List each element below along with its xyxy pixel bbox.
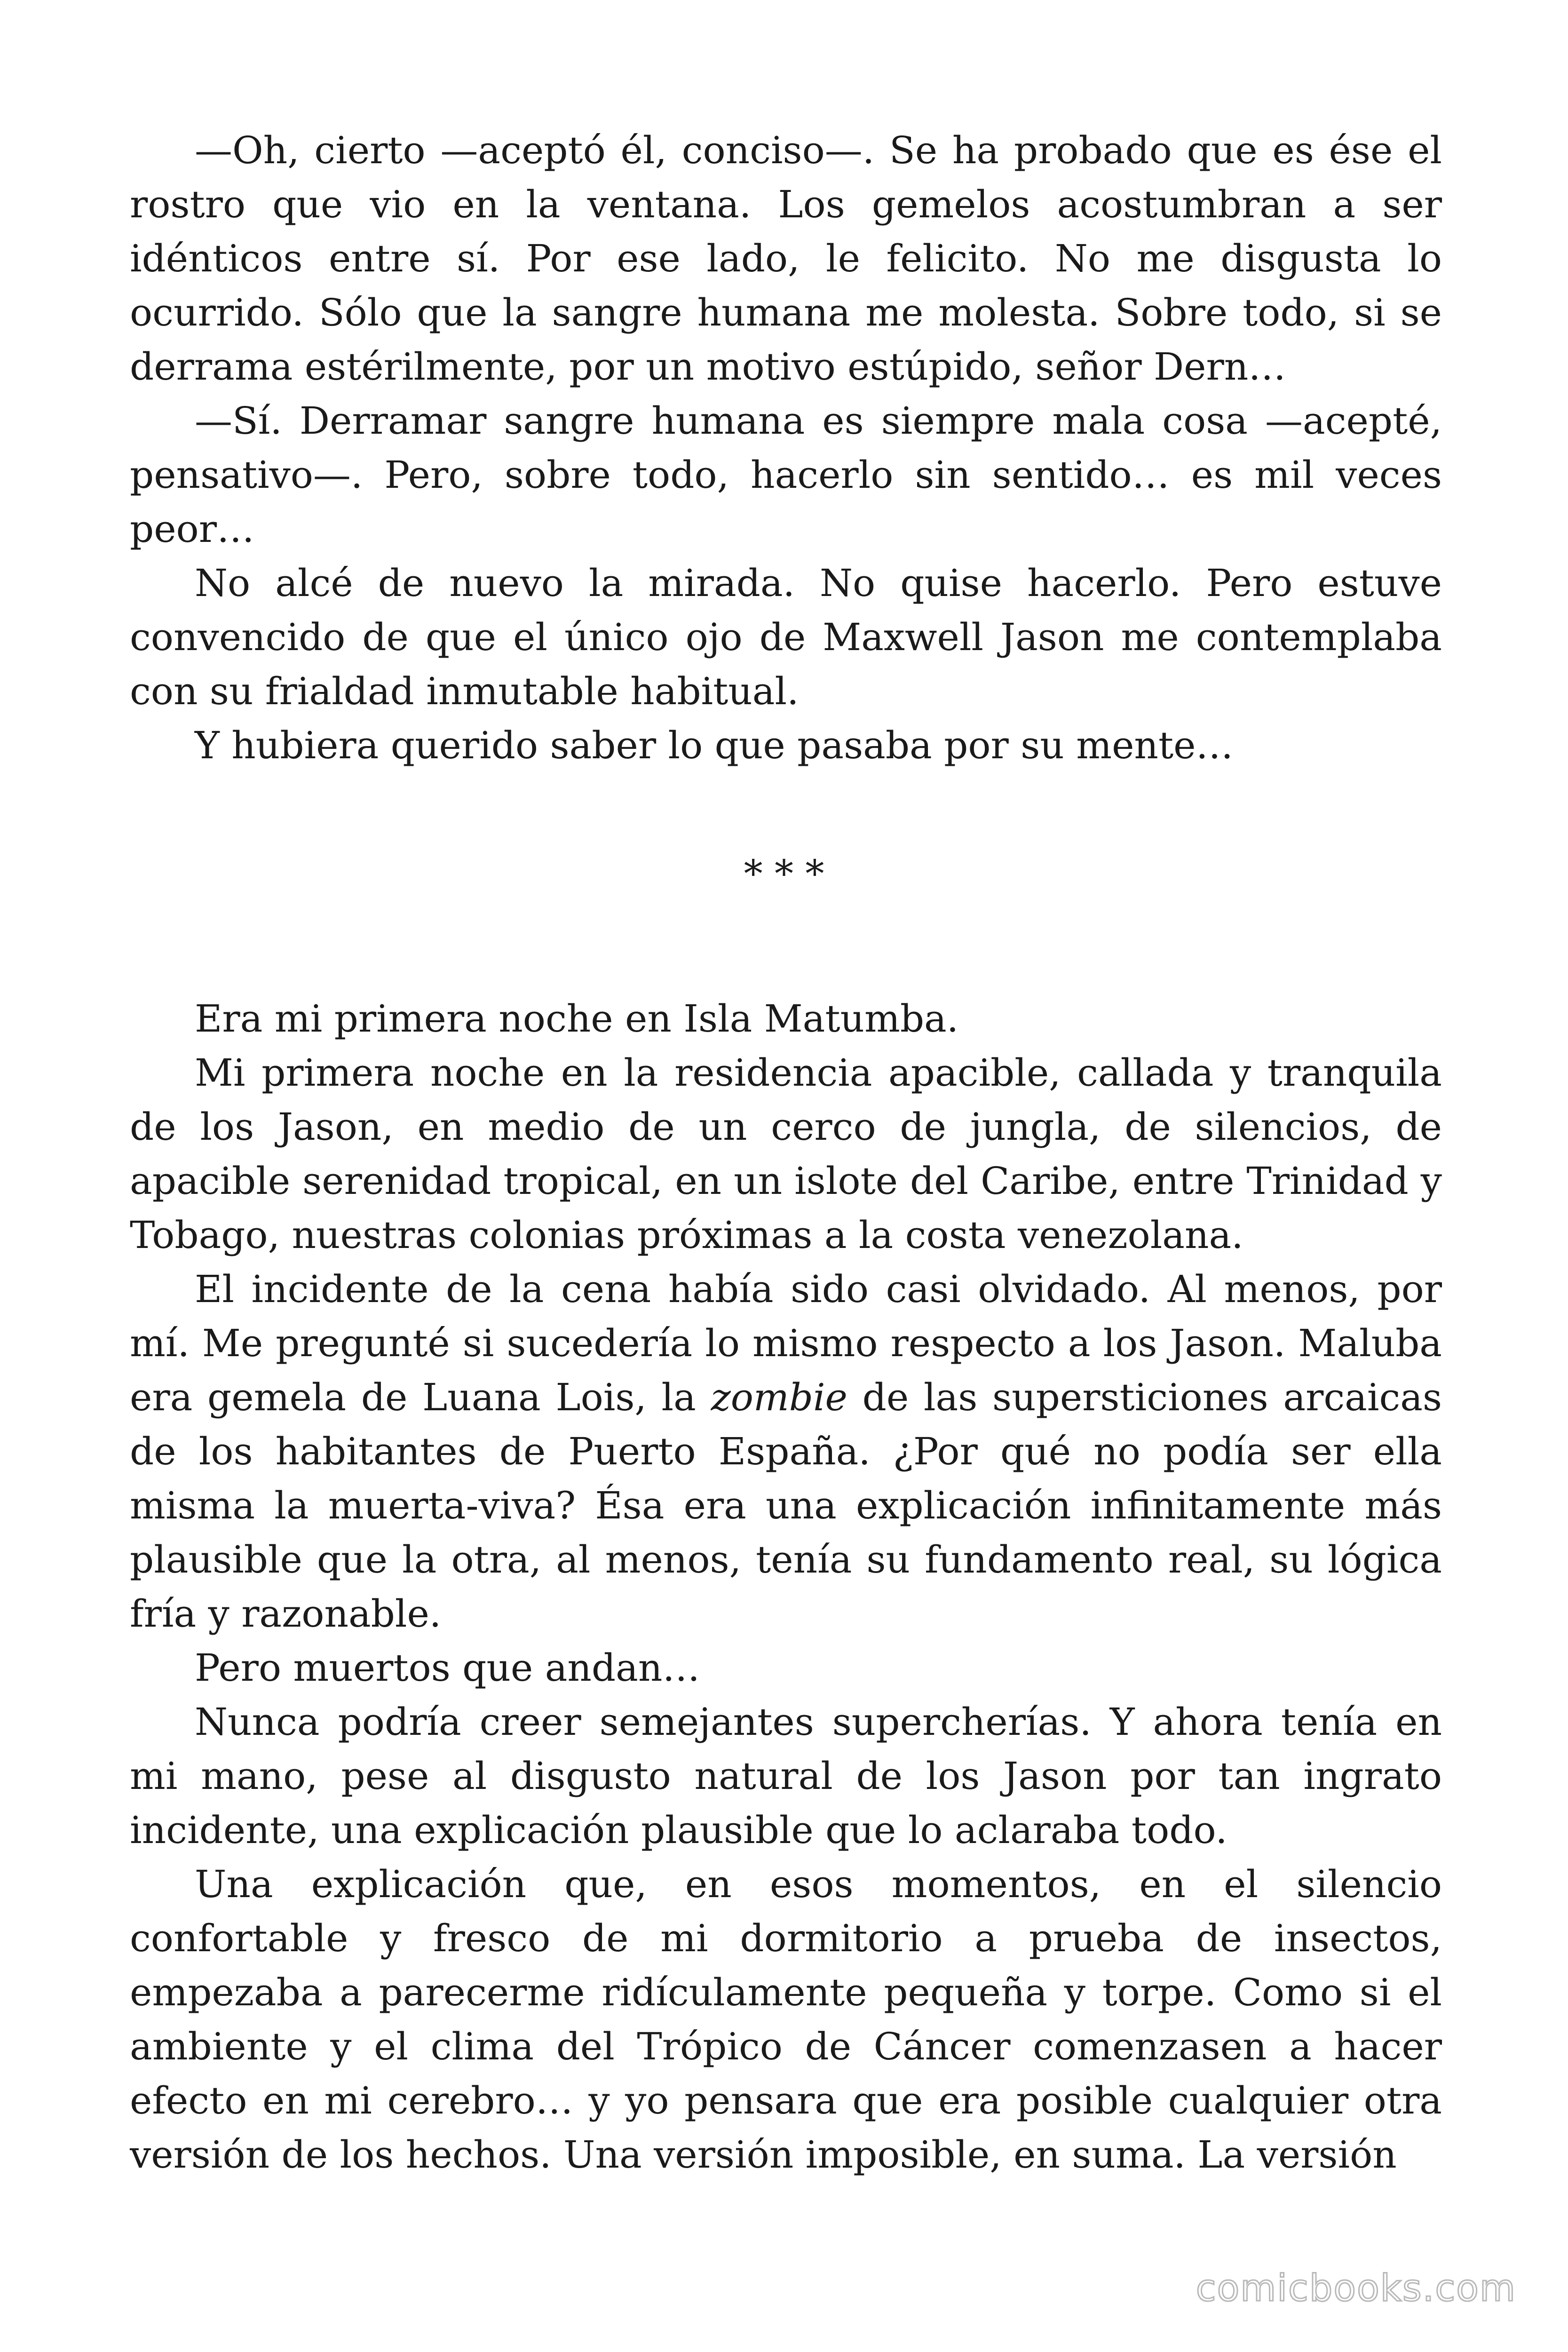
- paragraph: —Oh, cierto —aceptó él, conciso—. Se ha probado que es ése el rostro que vio en la ventana. Los gemelos acostumbran a ser idénticos entre sí. Por ese lado, le felicito. No me disgusta lo ocurrido. Sólo que la sangre humana me molesta. Sobre todo, si se derrama estérilmente, por un motivo estúpido, señor Dern…: [130, 128, 1442, 389]
- paragraph-text: El incidente de la cena había sido casi olvidado. Al menos, por mí. Me pregunté si sucedería lo mismo respecto a los Jason. Maluba era gemela de Luana Lois, la: [130, 1267, 1442, 1419]
- paragraph: Y hubiera querido saber lo que pasaba por su mente…: [195, 723, 1234, 767]
- paragraph: [130, 1262, 1442, 1641]
- section-separator: * * *: [744, 852, 824, 896]
- paragraph-text: de las supersticiones arcaicas de los habitantes de Puerto España. ¿Por qué no podía ser ella misma la muerta-viva? Ésa era una explicación infinitamente más plausible que la otra, al menos, tenía su fundamento real, su lógica fría y razonable.: [130, 1375, 1442, 1636]
- paragraph: Nunca podría creer semejantes supercherías. Y ahora tenía en mi mano, pese al disgusto natural de los Jason por tan ingrato incidente, una explicación plausible que lo aclaraba todo.: [130, 1700, 1442, 1852]
- text-block-bottom: [130, 992, 1442, 2182]
- paragraph: No alcé de nuevo la mirada. No quise hacerlo. Pero estuve convencido de que el único ojo de Maxwell Jason me contemplaba con su frialdad inmutable habitual.: [130, 561, 1442, 713]
- paragraph: Era mi primera noche en Isla Matumba.: [195, 997, 959, 1041]
- italic-word: zombie: [711, 1375, 847, 1419]
- text-block-top: [130, 123, 1442, 772]
- paragraph: Una explicación que, en esos momentos, en el silencio confortable y fresco de mi dormitorio a prueba de insectos, empezaba a parecerme ridículamente pequeña y torpe. Como si el ambiente y el clima del Trópico de Cáncer comenzasen a hacer efecto en mi cerebro… y yo pensara que era posible cualquier otra versión de los hechos. Una versión imposible, en suma. La versión: [130, 1862, 1442, 2177]
- paragraph: Pero muertos que andan…: [195, 1646, 700, 1690]
- paragraph: Mi primera noche en la residencia apacible, callada y tranquila de los Jason, en medio de un cerco de jungla, de silencios, de apacible serenidad tropical, en un islote del Caribe, entre Trinidad y Tobago, nuestras colonias próximas a la costa venezolana.: [130, 1051, 1442, 1257]
- paragraph: —Sí. Derramar sangre humana es siempre mala cosa —acepté, pensativo—. Pero, sobre todo, hacerlo sin sentido… es mil veces peor…: [130, 399, 1442, 551]
- watermark: comicbooks.com: [1196, 2267, 1516, 2310]
